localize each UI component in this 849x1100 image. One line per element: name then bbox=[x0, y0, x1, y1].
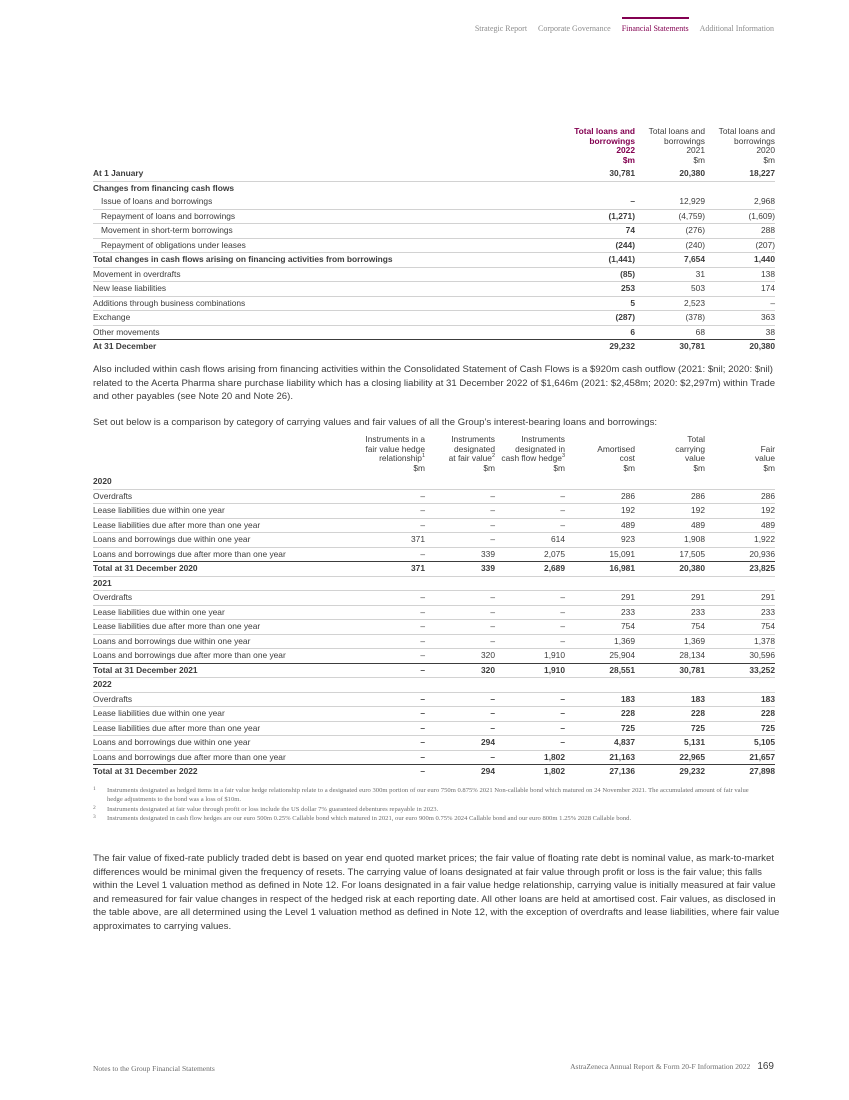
cell-value: 30,781 bbox=[563, 167, 635, 181]
cell-value: 21,163 bbox=[609, 751, 635, 762]
table-row bbox=[93, 591, 775, 606]
year-label: 2022 bbox=[93, 678, 775, 693]
cell-value: 192 bbox=[565, 504, 635, 519]
year-row bbox=[93, 576, 775, 591]
cell-value: – bbox=[353, 721, 425, 736]
total-row bbox=[93, 562, 775, 577]
column-header: Instruments designated in cash flow hedge$^3$ $m bbox=[501, 434, 565, 473]
row-label: Lease liabilities due after more than one year bbox=[93, 721, 353, 736]
cell-value: 12,929 bbox=[635, 195, 705, 209]
cell-value: 228 bbox=[705, 707, 775, 722]
row-label: Loans and borrowings due within one year bbox=[93, 634, 353, 649]
carrying-fair-value-table bbox=[93, 435, 775, 779]
table-row bbox=[93, 167, 775, 181]
table-row bbox=[93, 238, 775, 253]
cell-value: (287) bbox=[563, 311, 635, 326]
cell-value: 286 bbox=[705, 489, 775, 504]
table-row bbox=[93, 267, 775, 282]
cell-value: 228 bbox=[635, 707, 705, 722]
footer-report bbox=[570, 1061, 774, 1072]
cell-value: 27,898 bbox=[705, 765, 775, 779]
table-row bbox=[93, 195, 775, 209]
loans-reconciliation-table bbox=[93, 127, 775, 354]
cell-value: 294 bbox=[425, 765, 495, 779]
cell-value: 253 bbox=[563, 282, 635, 297]
cell-value: 1,378 bbox=[705, 634, 775, 649]
row-label: Lease liabilities due within one year bbox=[93, 605, 353, 620]
footnote-text: Instruments designated at fair value through profit or loss include the US dollar 7% guaranteed debentures repayable in 2023. bbox=[107, 805, 439, 813]
row-label: Lease liabilities due after more than one year bbox=[93, 620, 353, 635]
cell-value: 725 bbox=[565, 721, 635, 736]
cell-value: 16,981 bbox=[565, 562, 635, 577]
row-label: Repayment of obligations under leases bbox=[93, 238, 563, 253]
column-header: Total loans and borrowings 2021 $m bbox=[648, 126, 705, 165]
column-header: Total carrying value $m bbox=[675, 434, 705, 473]
cell-value: – bbox=[490, 751, 495, 762]
cell-value: – bbox=[495, 707, 565, 722]
cell-value: 30,596 bbox=[749, 650, 775, 660]
footnote-mark: 3 bbox=[93, 813, 96, 820]
cell-value: 28,134 bbox=[679, 650, 705, 660]
cell-value: – bbox=[495, 489, 565, 504]
cell-value: – bbox=[425, 605, 495, 620]
column-header: Fair value $m bbox=[754, 443, 775, 473]
cell-value: 1,802 bbox=[544, 751, 565, 762]
cell-value: 363 bbox=[705, 311, 775, 326]
cell-value: (85) bbox=[563, 267, 635, 282]
cell-value: 33,252 bbox=[705, 663, 775, 678]
cell-value: – bbox=[425, 504, 495, 519]
row-label: Repayment of loans and borrowings bbox=[93, 209, 563, 224]
table-row bbox=[93, 649, 775, 664]
row-label: Total at 31 December 2020 bbox=[93, 562, 353, 577]
cell-value: 183 bbox=[705, 692, 775, 707]
row-label: Issue of loans and borrowings bbox=[93, 195, 563, 209]
table-row bbox=[93, 620, 775, 635]
year-row bbox=[93, 475, 775, 489]
cell-value: – bbox=[353, 504, 425, 519]
cell-value: – bbox=[425, 707, 495, 722]
row-label: Lease liabilities due within one year bbox=[93, 707, 353, 722]
cell-value: – bbox=[425, 533, 495, 548]
cell-value: – bbox=[353, 765, 425, 779]
row-label: At 31 December bbox=[93, 340, 563, 354]
cell-value: 30,781 bbox=[635, 663, 705, 678]
table-row bbox=[93, 489, 775, 504]
cell-value: – bbox=[420, 751, 425, 762]
row-label: Exchange bbox=[93, 311, 563, 326]
cell-value: (276) bbox=[635, 224, 705, 239]
cell-value: – bbox=[425, 620, 495, 635]
column-header: Total loans and borrowings 2022 $m bbox=[574, 126, 635, 165]
cell-value: – bbox=[425, 692, 495, 707]
cell-value: – bbox=[495, 634, 565, 649]
row-label: Lease liabilities due within one year bbox=[93, 504, 353, 519]
cell-value: 288 bbox=[705, 224, 775, 239]
cell-value: 29,232 bbox=[563, 340, 635, 354]
cell-value: – bbox=[353, 518, 425, 533]
table-row bbox=[93, 533, 775, 548]
cell-value: 2,075 bbox=[544, 548, 565, 559]
footnotes bbox=[93, 786, 763, 823]
cell-value: 23,825 bbox=[705, 562, 775, 577]
year-label: 2020 bbox=[93, 475, 775, 489]
cell-value: – bbox=[495, 591, 565, 606]
cell-value: 371 bbox=[353, 562, 425, 577]
cell-value: 1,910 bbox=[544, 650, 565, 660]
row-label: At 1 January bbox=[93, 167, 563, 181]
nav-corporate-governance[interactable]: Corporate Governance bbox=[538, 24, 611, 33]
cell-value: 183 bbox=[565, 692, 635, 707]
cell-value: 320 bbox=[481, 650, 495, 660]
row-label: New lease liabilities bbox=[93, 282, 563, 297]
cell-value: – bbox=[353, 591, 425, 606]
row-label: Total at 31 December 2022 bbox=[93, 765, 353, 779]
cell-value: – bbox=[705, 296, 775, 311]
cell-value: 754 bbox=[565, 620, 635, 635]
table-row bbox=[93, 311, 775, 326]
table-row bbox=[93, 296, 775, 311]
nav-strategic-report[interactable]: Strategic Report bbox=[474, 24, 528, 33]
cell-value: – bbox=[495, 518, 565, 533]
cell-value: (207) bbox=[705, 238, 775, 253]
cell-value: 4,837 bbox=[565, 736, 635, 751]
cell-value: (240) bbox=[635, 238, 705, 253]
cell-value: 614 bbox=[495, 533, 565, 548]
table-row bbox=[93, 605, 775, 620]
row-label: Overdrafts bbox=[93, 591, 353, 606]
cell-value: – bbox=[425, 518, 495, 533]
table-row bbox=[93, 707, 775, 722]
cell-value: – bbox=[563, 195, 635, 209]
cell-value: 192 bbox=[705, 504, 775, 519]
cell-value: 5,105 bbox=[705, 736, 775, 751]
cell-value: – bbox=[353, 489, 425, 504]
cell-value: 503 bbox=[635, 282, 705, 297]
cell-value: 5 bbox=[563, 296, 635, 311]
row-label: Total at 31 December 2021 bbox=[93, 663, 353, 678]
column-header-label bbox=[93, 127, 563, 167]
cell-value: – bbox=[495, 692, 565, 707]
cell-value: 28,551 bbox=[565, 663, 635, 678]
cell-value bbox=[705, 181, 775, 195]
table-row bbox=[93, 181, 775, 195]
cell-value: – bbox=[495, 620, 565, 635]
cell-value: – bbox=[353, 707, 425, 722]
cell-value: – bbox=[353, 620, 425, 635]
year-label: 2021 bbox=[93, 576, 775, 591]
cell-value: 294 bbox=[425, 736, 495, 751]
table-row bbox=[93, 504, 775, 519]
table-row bbox=[93, 518, 775, 533]
cell-value: 17,505 bbox=[679, 548, 705, 559]
cell-value: 2,968 bbox=[705, 195, 775, 209]
cell-value: 1,908 bbox=[635, 533, 705, 548]
cell-value: 291 bbox=[705, 591, 775, 606]
footnote bbox=[93, 805, 763, 814]
acerta-note-paragraph: Also included within cash flows arising from financing activities within the Consolidated Statement of Cash Flows is a $920m cash outflow (2021: $nil; 2020: $nil) related to the Acerta Pharma share purchase liability which has a closing liability at 31 December 2022 of $1,646m (2021: $2,458m; 2020: $2,297m) within Trade and other payables (see Note 20 and Note 26). bbox=[93, 364, 776, 402]
cell-value: 1,440 bbox=[705, 253, 775, 268]
comparison-intro-paragraph: Set out below is a comparison by category of carrying values and fair values of all the Group’s interest-bearing loans and borrowings: bbox=[93, 417, 658, 428]
cell-value: (1,609) bbox=[705, 209, 775, 224]
nav-financial-statements[interactable]: Financial Statements bbox=[621, 24, 689, 33]
cell-value: – bbox=[425, 634, 495, 649]
table-row bbox=[93, 325, 775, 340]
table-row bbox=[93, 736, 775, 751]
row-label: Additions through business combinations bbox=[93, 296, 563, 311]
cell-value: 228 bbox=[565, 707, 635, 722]
cell-value: 15,091 bbox=[609, 548, 635, 559]
footnote bbox=[93, 786, 763, 805]
fair-value-paragraph: The fair value of fixed-rate publicly traded debt is based on year end quoted market prices; the fair value of floating rate debt is nominal value, as mark-to-market differences would be minimal given the frequency of resets. The carrying value of loans designated at fair value through profit or loss is the fair value; this falls within the Level 1 valuation method as defined in Note 12. For loans designated in a fair value hedge relationship, carrying value is initially measured at fair value and remeasured for fair value changes in respect of the hedged risk at each reporting date. All other loans are held at amortised cost. Fair values, as disclosed in the table above, are all determined using the Level 1 valuation method as defined in Note 12, with the exception of overdrafts and lease liabilities, where fair value approximates to carrying values. bbox=[93, 853, 780, 932]
cell-value: – bbox=[420, 548, 425, 559]
cell-value: 1,369 bbox=[565, 634, 635, 649]
cell-value: 20,936 bbox=[749, 548, 775, 559]
table-row bbox=[93, 209, 775, 224]
cell-value: 489 bbox=[705, 518, 775, 533]
cell-value: (1,441) bbox=[563, 253, 635, 268]
cell-value: 371 bbox=[353, 533, 425, 548]
total-row bbox=[93, 765, 775, 779]
cell-value: (1,271) bbox=[563, 209, 635, 224]
column-header: Instruments designated at fair value$^2$ $m bbox=[448, 434, 495, 473]
footnote-text: Instruments designated in cash flow hedges are our euro 500m 0.25% Callable bond which matured in 2021, our euro 900m 0.75% 2024 Callable bond and our euro 800m 1.25% 2028 Callable bond. bbox=[107, 814, 632, 822]
cell-value: 5,131 bbox=[635, 736, 705, 751]
cell-value: – bbox=[353, 692, 425, 707]
row-label: Loans and borrowings due within one year bbox=[93, 736, 353, 751]
row-label: Movement in overdrafts bbox=[93, 267, 563, 282]
cell-value: 489 bbox=[565, 518, 635, 533]
section-nav bbox=[475, 24, 774, 33]
cell-value: 20,380 bbox=[635, 167, 705, 181]
row-label: Changes from financing cash flows bbox=[93, 182, 235, 193]
column-header: Instruments in a fair value hedge relationship$^1$ $m bbox=[365, 434, 425, 473]
table-row bbox=[93, 253, 775, 268]
footer-section-title: Notes to the Group Financial Statements bbox=[93, 1064, 215, 1073]
row-label: Loans and borrowings due within one year bbox=[93, 533, 353, 548]
row-label: Lease liabilities due after more than one year bbox=[93, 518, 353, 533]
page-number: 169 bbox=[757, 1061, 774, 1072]
cell-value: – bbox=[495, 736, 565, 751]
cell-value: – bbox=[353, 663, 425, 678]
table-row bbox=[93, 634, 775, 649]
cell-value: 725 bbox=[705, 721, 775, 736]
cell-value: – bbox=[425, 721, 495, 736]
cell-value: 1,910 bbox=[495, 663, 565, 678]
cell-value: 754 bbox=[705, 620, 775, 635]
table-row bbox=[93, 692, 775, 707]
footnote-mark: 1 bbox=[93, 786, 96, 792]
cell-value: 339 bbox=[481, 548, 495, 559]
cell-value: – bbox=[353, 634, 425, 649]
cell-value: 291 bbox=[565, 591, 635, 606]
cell-value bbox=[635, 181, 705, 195]
header-row bbox=[93, 127, 775, 167]
cell-value: 29,232 bbox=[635, 765, 705, 779]
table-row bbox=[93, 340, 775, 354]
cell-value: (4,759) bbox=[635, 209, 705, 224]
cell-value: 30,781 bbox=[635, 340, 705, 354]
cell-value: 38 bbox=[765, 326, 775, 337]
cell-value: 489 bbox=[635, 518, 705, 533]
table-row bbox=[93, 547, 775, 562]
cell-value: – bbox=[495, 504, 565, 519]
table-row bbox=[93, 282, 775, 297]
row-label: Loans and borrowings due after more than one year bbox=[93, 650, 286, 660]
cell-value: 286 bbox=[565, 489, 635, 504]
table-row bbox=[93, 750, 775, 765]
cell-value: – bbox=[425, 591, 495, 606]
header-row bbox=[93, 435, 775, 475]
cell-value: – bbox=[495, 721, 565, 736]
row-label: Overdrafts bbox=[93, 489, 353, 504]
cell-value: 6 bbox=[630, 326, 635, 337]
nav-additional-information[interactable]: Additional Information bbox=[699, 24, 774, 33]
table-row bbox=[93, 721, 775, 736]
cell-value: 320 bbox=[425, 663, 495, 678]
cell-value: 22,965 bbox=[679, 751, 705, 762]
cell-value: 74 bbox=[563, 224, 635, 239]
cell-value: – bbox=[420, 650, 425, 660]
cell-value: 291 bbox=[635, 591, 705, 606]
cell-value: – bbox=[353, 736, 425, 751]
cell-value: 754 bbox=[635, 620, 705, 635]
total-row bbox=[93, 663, 775, 678]
cell-value: (378) bbox=[635, 311, 705, 326]
row-label: Overdrafts bbox=[93, 692, 353, 707]
cell-value: 923 bbox=[565, 533, 635, 548]
table-row bbox=[93, 224, 775, 239]
cell-value: (244) bbox=[563, 238, 635, 253]
footnote-ref: 1 bbox=[421, 453, 425, 460]
cell-value bbox=[563, 181, 635, 195]
cell-value: 183 bbox=[635, 692, 705, 707]
cell-value: – bbox=[425, 489, 495, 504]
cell-value: 1,369 bbox=[635, 634, 705, 649]
cell-value: 27,136 bbox=[565, 765, 635, 779]
cell-value: – bbox=[353, 605, 425, 620]
cell-value: 286 bbox=[635, 489, 705, 504]
cell-value: 2,523 bbox=[635, 296, 705, 311]
cell-value: 21,657 bbox=[749, 751, 775, 762]
footnote-text: Instruments designated as hedged items in a fair value hedge relationship relate to a designated euro 300m portion of our euro 750m 0.875% 2021 Non-callable bond which matured on 24 November 2021. The accumulated amount of fair value hedge adjustments to the bond was a loss of $10m. bbox=[107, 787, 749, 804]
year-row bbox=[93, 678, 775, 693]
cell-value: 174 bbox=[705, 282, 775, 297]
cell-value: 725 bbox=[635, 721, 705, 736]
footnote bbox=[93, 814, 763, 823]
cell-value: 7,654 bbox=[635, 253, 705, 268]
cell-value: 68 bbox=[695, 326, 705, 337]
footnote-ref: 2 bbox=[491, 453, 495, 460]
cell-value: 2,689 bbox=[495, 562, 565, 577]
cell-value: 233 bbox=[635, 605, 705, 620]
cell-value: 192 bbox=[635, 504, 705, 519]
cell-value: 18,227 bbox=[705, 167, 775, 181]
row-label: Loans and borrowings due after more than one year bbox=[93, 548, 286, 559]
row-label: Loans and borrowings due after more than one year bbox=[93, 751, 286, 762]
column-header: Amortised cost $m bbox=[597, 443, 635, 473]
row-label: Movement in short-term borrowings bbox=[93, 224, 563, 239]
cell-value: 233 bbox=[565, 605, 635, 620]
cell-value: 1,802 bbox=[495, 765, 565, 779]
cell-value: 20,380 bbox=[705, 340, 775, 354]
column-header: Total loans and borrowings 2020 $m bbox=[718, 126, 775, 165]
cell-value: 138 bbox=[705, 267, 775, 282]
cell-value: 233 bbox=[705, 605, 775, 620]
cell-value: 20,380 bbox=[635, 562, 705, 577]
row-label: Other movements bbox=[93, 326, 160, 337]
cell-value: 339 bbox=[425, 562, 495, 577]
cell-value: 31 bbox=[635, 267, 705, 282]
cell-value: – bbox=[495, 605, 565, 620]
cell-value: 25,904 bbox=[609, 650, 635, 660]
row-label: Total changes in cash flows arising on financing activities from borrowings bbox=[93, 253, 563, 268]
cell-value: 1,922 bbox=[705, 533, 775, 548]
footer-report-title: AstraZeneca Annual Report & Form 20-F Information 2022 bbox=[570, 1062, 751, 1071]
column-header-label bbox=[93, 435, 353, 475]
footnote-mark: 2 bbox=[93, 804, 96, 811]
footnote-ref: 3 bbox=[561, 453, 565, 460]
